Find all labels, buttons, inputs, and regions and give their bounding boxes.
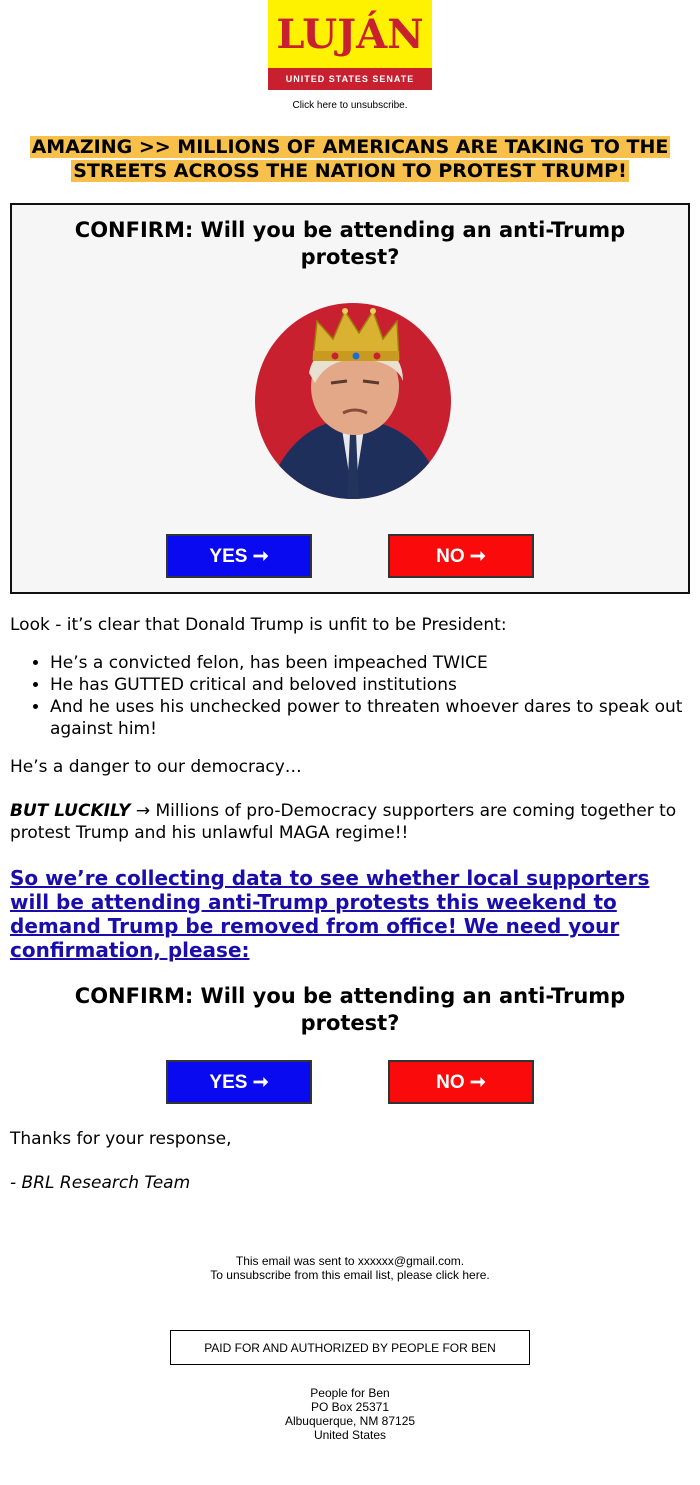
footer-address-line: United States <box>313 1428 387 1442</box>
headline-banner <box>0 135 700 183</box>
list-item: • He has GUTTED critical and beloved institutions <box>50 674 692 696</box>
footer-unsubscribe-link[interactable]: To unsubscribe from this email list, please click here. <box>210 1268 490 1282</box>
footer-address-line: Albuquerque, NM 87125 <box>284 1414 416 1428</box>
logo-name: LUJÁN <box>276 10 424 58</box>
intro-text: Look - it’s clear that Donald Trump is unfit to be President: <box>10 615 507 635</box>
confirm-question-2: CONFIRM: Will you be attending an anti-Trump protest? <box>74 984 626 1035</box>
list-item: • He’s a convicted felon, has been impeached TWICE <box>50 652 692 674</box>
yes-button-2[interactable]: YES ➞ <box>166 1060 312 1104</box>
footer-address-line: PO Box 25371 <box>310 1400 390 1414</box>
confirm-question: CONFIRM: Will you be attending an anti-Trump protest? <box>74 218 626 269</box>
footer-sent-to: This email was sent to xxxxxx@gmail.com. <box>235 1254 465 1268</box>
crown-icon <box>313 308 399 361</box>
luckily-paragraph <box>10 800 692 844</box>
confirmation-link[interactable]: So we’re collecting data to see whether local supporters will be attending anti-Trump protests this weekend to demand Trump be removed from office! We need your confirmation, please: <box>10 866 650 962</box>
luckily-rest: → Millions of pro-Democracy supporters are coming together to protest Trump and his unlawful MAGA regime!! <box>10 801 677 843</box>
paid-for-disclaimer: PAID FOR AND AUTHORIZED BY PEOPLE FOR BEN <box>170 1330 530 1365</box>
portrait-illustration <box>255 303 451 499</box>
lujan-logo <box>268 0 432 90</box>
unsubscribe-link-top[interactable]: Click here to unsubscribe. <box>292 100 408 111</box>
danger-text: He’s a danger to our democracy… <box>10 757 302 777</box>
reasons-list <box>10 652 692 740</box>
crowned-portrait <box>255 303 451 499</box>
luckily-lead: BUT LUCKILY <box>10 801 131 821</box>
yes-button[interactable]: YES ➞ <box>166 534 312 578</box>
confirm-card <box>10 203 690 594</box>
footer-address-line: People for Ben <box>310 1386 390 1400</box>
signature: - BRL Research Team <box>10 1173 191 1193</box>
no-button[interactable]: NO ➞ <box>388 534 534 578</box>
no-button-2[interactable]: NO ➞ <box>388 1060 534 1104</box>
logo-subtitle: UNITED STATES SENATE <box>268 68 432 90</box>
thanks-text: Thanks for your response, <box>10 1129 232 1149</box>
banner-text: AMAZING >> MILLIONS OF AMERICANS ARE TAKING TO THE STREETS ACROSS THE NATION TO PROTEST TRUMP! <box>31 136 669 182</box>
list-item: • And he uses his unchecked power to threaten whoever dares to speak out against him! <box>50 696 692 740</box>
